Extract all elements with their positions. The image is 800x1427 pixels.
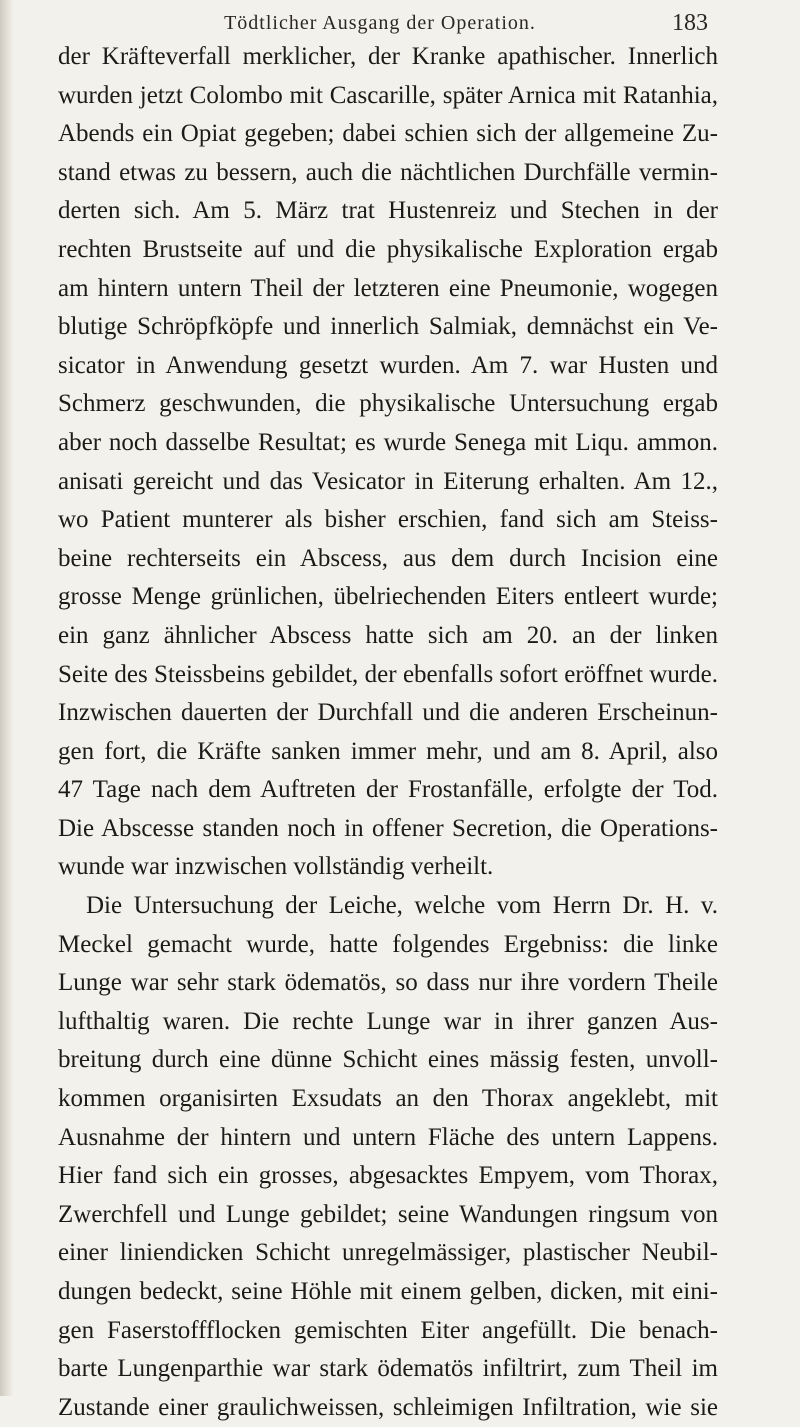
- text-line: ein ganz ähnlicher Abscess hatte sich am 20. an der linken: [58, 621, 718, 649]
- text-line: Schmerz geschwunden, die physikalische Untersuchung ergab: [58, 390, 718, 418]
- text-line: wurden jetzt Colombo mit Cascarille, später Arnica mit Ratanhia,: [58, 81, 718, 109]
- text-line: wunde war inzwischen vollständig verheilt.: [58, 853, 494, 881]
- header-title: Tödtlicher Ausgang der Operation.: [224, 12, 536, 34]
- text-line: lufthaltig waren. Die rechte Lunge war in ihrer ganzen Aus-: [58, 1007, 718, 1035]
- text-line: der Kräfteverfall merklicher, der Kranke apathischer. Innerlich: [58, 43, 718, 70]
- text-line: gen fort, die Kräfte sanken immer mehr, und am 8. April, also: [58, 737, 718, 765]
- text-line: Inzwischen dauerten der Durchfall und die anderen Erscheinun-: [58, 699, 718, 727]
- text-line: beine rechterseits ein Abscess, aus dem durch Incision eine: [58, 544, 718, 572]
- text-line: Hier fand sich ein grosses, abgesacktes Empyem, vom Thorax,: [58, 1162, 718, 1190]
- text-line: anisati gereicht und das Vesicator in Eiterung erhalten. Am 12.,: [58, 467, 718, 495]
- text-line: Seite des Steissbeins gebildet, der ebenfalls sofort eröffnet wurde.: [58, 660, 718, 688]
- text-line: Zustande einer graulichweissen, schleimigen Infiltration, wie sie: [58, 1393, 718, 1421]
- text-line: Meckel gemacht wurde, hatte folgendes Ergebniss: die linke: [58, 930, 718, 958]
- text-line: am hintern untern Theil der letzteren eine Pneumonie, wogegen: [58, 274, 718, 302]
- binding-shadow: [0, 0, 14, 1396]
- text-line: Die Untersuchung der Leiche, welche vom Herrn Dr. H. v.: [86, 892, 718, 920]
- paragraph-1: [58, 38, 718, 887]
- text-line: Ausnahme der hintern und untern Fläche des untern Lappens.: [58, 1123, 718, 1151]
- text-line: gen Faserstoffflocken gemischten Eiter angefüllt. Die benach-: [58, 1316, 718, 1344]
- text-line: rechten Brustseite auf und die physikalische Exploration ergab: [58, 235, 718, 263]
- text-line: aber noch dasselbe Resultat; es wurde Senega mit Liqu. ammon.: [58, 428, 718, 456]
- body-text: [58, 38, 718, 1427]
- text-line: Die Abscesse standen noch in offener Secretion, die Operations-: [58, 814, 718, 842]
- text-line: Zwerchfell und Lunge gebildet; seine Wandungen ringsum von: [58, 1200, 718, 1228]
- text-line: Lunge war sehr stark ödematös, so dass nur ihre vordern Theile: [58, 969, 718, 997]
- text-line: barte Lungenparthie war stark ödematös infiltrirt, zum Theil im: [58, 1355, 718, 1383]
- text-line: dungen bedeckt, seine Höhle mit einem gelben, dicken, mit eini-: [58, 1278, 718, 1305]
- text-line: sicator in Anwendung gesetzt wurden. Am 7. war Husten und: [58, 351, 718, 379]
- text-line: blutige Schröpfköpfe und innerlich Salmiak, demnächst ein Ve-: [58, 313, 718, 341]
- text-line: wo Patient munterer als bisher erschien, fand sich am Steiss-: [58, 506, 718, 534]
- text-line: stand etwas zu bessern, auch die nächtlichen Durchfälle vermin-: [58, 158, 718, 186]
- text-line: kommen organisirten Exsudats an den Thorax angeklebt, mit: [58, 1085, 718, 1113]
- text-line: einer liniendicken Schicht unregelmässiger, plastischer Neubil-: [58, 1239, 718, 1267]
- page-number: 183: [672, 10, 708, 36]
- paragraph-2: [58, 887, 718, 1427]
- text-line: grosse Menge grünlichen, übelriechenden Eiters entleert wurde;: [58, 583, 718, 611]
- running-header: [0, 6, 800, 42]
- text-line: Abends ein Opiat gegeben; dabei schien sich der allgemeine Zu-: [58, 120, 718, 148]
- text-line: derten sich. Am 5. März trat Hustenreiz und Stechen in der: [58, 197, 718, 225]
- text-line: 47 Tage nach dem Auftreten der Frostanfälle, erfolgte der Tod.: [58, 776, 718, 804]
- text-line: breitung durch eine dünne Schicht eines mässig festen, unvoll-: [58, 1046, 718, 1074]
